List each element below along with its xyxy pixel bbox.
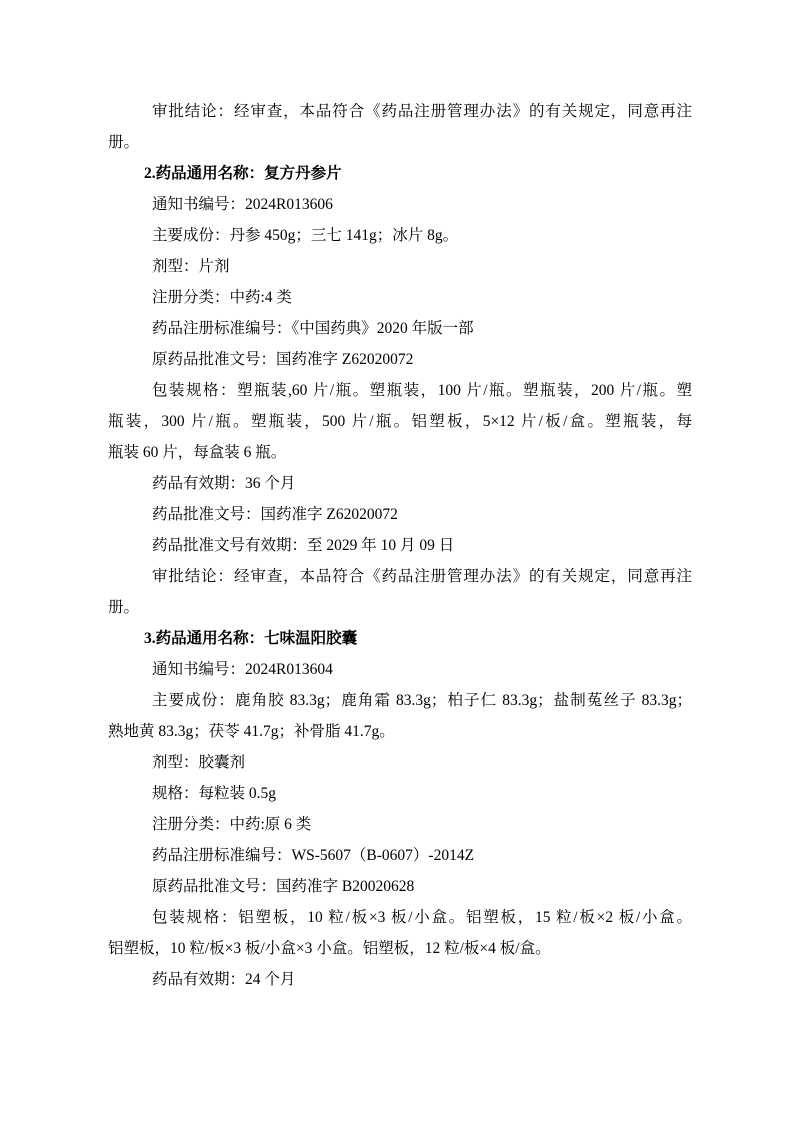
drug2-shelf-life: 药品有效期：36 个月 [152, 475, 296, 492]
drug3-dosage-form: 剂型：胶囊剂 [152, 754, 246, 771]
drug2-packaging-line-2: 瓶装，300 片/瓶。塑瓶装，500 片/瓶。铝塑板，5×12 片/板/盒。塑瓶装，每 [108, 413, 692, 430]
drug-entry-2 [108, 158, 692, 623]
drug2-dosage-form: 剂型：片剂 [152, 258, 230, 275]
drug2-packaging-line-1: 包装规格：塑瓶装,60 片/瓶。塑瓶装，100 片/瓶。塑瓶装，200 片/瓶。塑 [152, 382, 692, 399]
document-content [108, 96, 692, 995]
drug3-ingredients-line-2: 熟地黄 83.3g；茯苓 41.7g；补骨脂 41.7g。 [108, 723, 395, 740]
drug2-conclusion-line-1: 审批结论：经审查，本品符合《药品注册管理办法》的有关规定，同意再注 [152, 568, 692, 585]
drug3-specification: 规格：每粒装 0.5g [152, 785, 277, 802]
drug3-registration-class: 注册分类：中药:原 6 类 [152, 816, 312, 833]
drug3-heading: 3.药品通用名称：七味温阳胶囊 [144, 630, 358, 647]
drug2-conclusion-line-2: 册。 [108, 599, 140, 616]
drug2-packaging-line-3: 瓶装 60 片，每盒装 6 瓶。 [108, 444, 287, 461]
drug3-standard-number: 药品注册标准编号：WS-5607（B-0607）-2014Z [152, 847, 475, 864]
drug3-packaging-line-1: 包装规格：铝塑板，10 粒/板×3 板/小盒。铝塑板，15 粒/板×2 板/小盒。 [152, 909, 692, 926]
drug2-approval-number: 药品批准文号：国药准字 Z62020072 [152, 506, 398, 523]
prev-conclusion-line-2: 册。 [108, 134, 140, 151]
drug2-registration-class: 注册分类：中药:4 类 [152, 289, 292, 306]
drug2-heading: 2.药品通用名称：复方丹参片 [144, 165, 342, 182]
drug2-original-approval-number: 原药品批准文号：国药准字 Z62020072 [152, 351, 414, 368]
prev-entry-conclusion [108, 96, 692, 158]
drug2-standard-number: 药品注册标准编号：《中国药典》2020 年版一部 [152, 320, 474, 337]
drug3-notice-number: 通知书编号：2024R013604 [152, 661, 333, 678]
drug-entry-3 [108, 623, 692, 995]
prev-conclusion-line-1: 审批结论：经审查，本品符合《药品注册管理办法》的有关规定，同意再注 [152, 103, 692, 120]
drug2-approval-number-validity: 药品批准文号有效期：至 2029 年 10 月 09 日 [152, 537, 455, 554]
drug3-packaging-line-2: 铝塑板，10 粒/板×3 板/小盒×3 小盒。铝塑板，12 粒/板×4 板/盒。 [108, 940, 551, 957]
drug2-notice-number: 通知书编号：2024R013606 [152, 196, 333, 213]
drug3-shelf-life: 药品有效期：24 个月 [152, 971, 296, 988]
drug3-original-approval-number: 原药品批准文号：国药准字 B20020628 [152, 878, 415, 895]
drug3-ingredients-line-1: 主要成份：鹿角胶 83.3g；鹿角霜 83.3g；柏子仁 83.3g；盐制菟丝子 83.3g； [152, 692, 692, 709]
drug2-ingredients: 主要成份：丹参 450g；三七 141g；冰片 8g。 [152, 227, 459, 244]
